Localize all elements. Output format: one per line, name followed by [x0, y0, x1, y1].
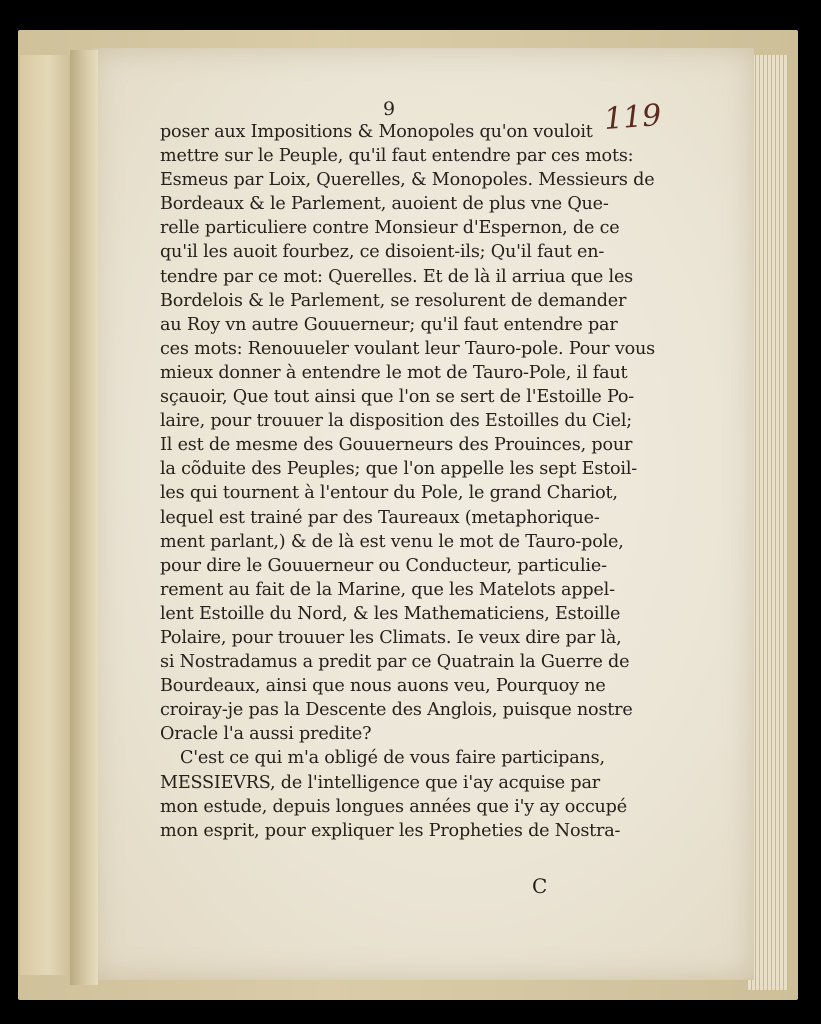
text-line: qu'il les auoit fourbez, ce disoient-ils; Qu'il faut en- [160, 242, 605, 263]
text-line: poser aux Impositions & Monopoles qu'on vouloit [160, 122, 593, 142]
facing-page-edge [20, 55, 73, 975]
text-line: si Nostradamus a predit par ce Quatrain la Guerre de [160, 652, 630, 673]
text-line: les qui tournent à l'entour du Pole, le grand Chariot, [160, 483, 618, 504]
text-line: laire, pour trouuer la disposition des Estoilles du Ciel; [160, 411, 633, 432]
text-line: Bordeaux & le Parlement, auoient de plus vne Que- [160, 194, 609, 215]
text-line: pour dire le Gouuerneur ou Conducteur, particulie- [160, 555, 607, 576]
text-line: Il est de mesme des Gouuerneurs des Prouinces, pour [160, 435, 633, 456]
text-line: relle particuliere contre Monsieur d'Espernon, de ce [160, 218, 620, 239]
body-text [160, 120, 655, 843]
text-line: sçauoir, Que tout ainsi que l'on se sert de l'Estoille Po- [160, 387, 635, 408]
text-line: ment parlant,) & de là est venu le mot de Tauro-pole, [160, 531, 624, 552]
text-line: lequel est trainé par des Taureaux (metaphorique- [160, 507, 600, 528]
text-line: Esmeus par Loix, Querelles, & Monopoles. Messieurs de [160, 170, 655, 191]
text-line: tendre par ce mot: Querelles. Et de là il arriua que les [160, 266, 633, 287]
text-line: Bourdeaux, ainsi que nous auons veu, Pourquoy ne [160, 676, 606, 697]
book-gutter [70, 50, 98, 985]
text-line: mon estude, depuis longues années que i'y ay occupé [160, 796, 627, 817]
text-line: Polaire, pour trouuer les Climats. Ie veux dire par là, [160, 627, 622, 648]
text-line: MESSIEVRS, de l'intelligence que i'ay acquise par [160, 772, 600, 793]
text-line: mettre sur le Peuple, qu'il faut entendre par ces mots: [160, 146, 634, 167]
text-line: Oracle l'a aussi predite? [160, 724, 372, 745]
text-line: au Roy vn autre Gouuerneur; qu'il faut entendre par [160, 314, 618, 335]
text-line: mon esprit, pour expliquer les Propheties de Nostra- [160, 820, 621, 841]
text-line: lent Estoille du Nord, & les Mathematiciens, Estoille [160, 603, 621, 624]
text-line: rement au fait de la Marine, que les Matelots appel- [160, 579, 615, 600]
text-line: ces mots: Renouueler voulant leur Tauro-pole. Pour vous [160, 338, 655, 359]
handwritten-folio-number: 119 [602, 98, 663, 137]
text-line: la cõduite des Peuples; que l'on appelle les sept Estoil- [160, 459, 638, 480]
page-number: 9 [383, 98, 396, 120]
text-line: croiray-je pas la Descente des Anglois, puisque nostre [160, 700, 633, 721]
page-stack-edges [748, 55, 788, 990]
catchword: C [532, 874, 548, 898]
text-line: C'est ce qui m'a obligé de vous faire participans, [180, 748, 605, 769]
text-line: Bordelois & le Parlement, se resolurent de demander [160, 290, 627, 311]
text-line: mieux donner à entendre le mot de Tauro-Pole, il faut [160, 362, 628, 383]
